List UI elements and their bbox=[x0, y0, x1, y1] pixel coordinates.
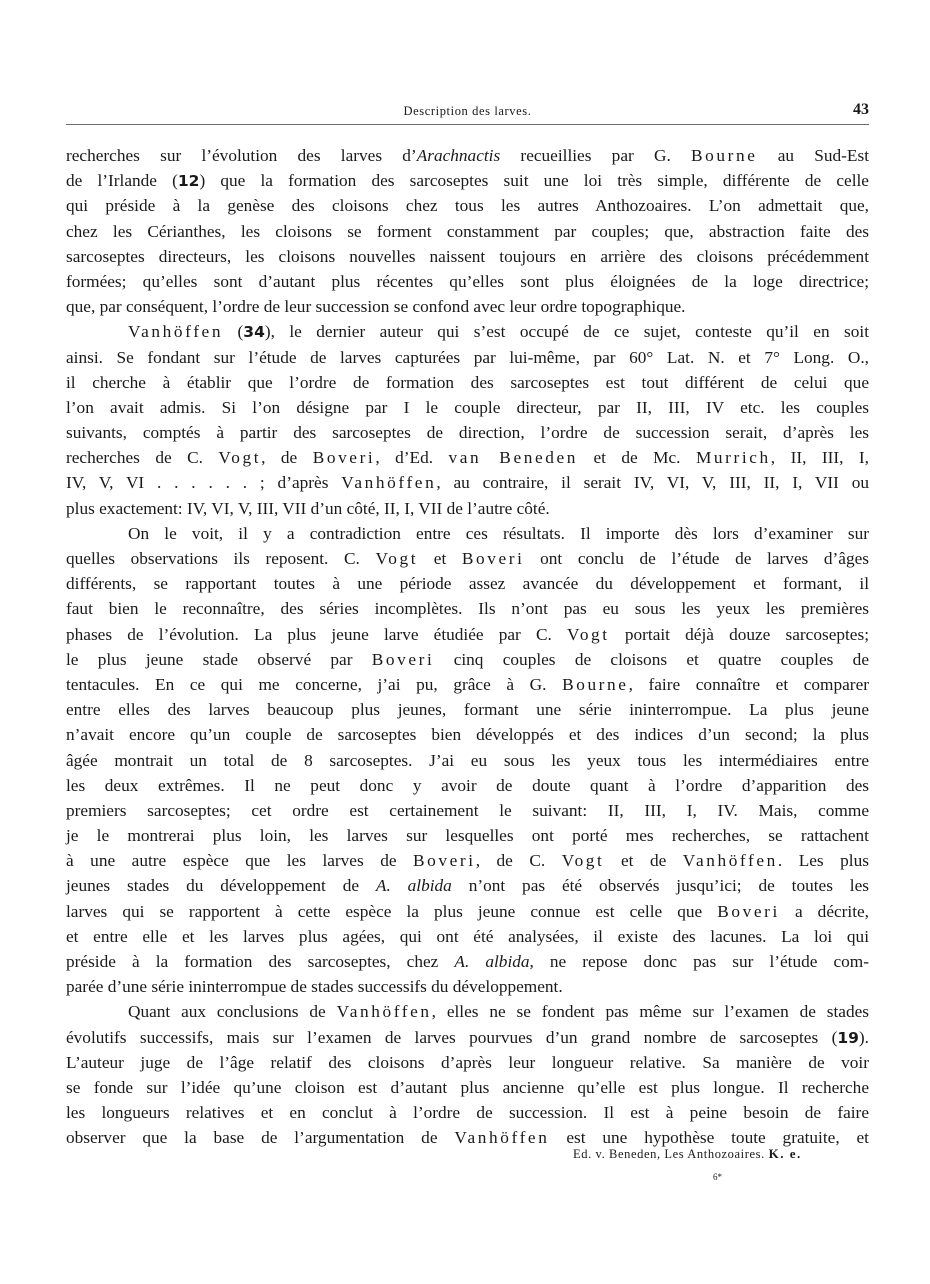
italic-term: Arachnactis bbox=[416, 146, 501, 165]
text-run: , de bbox=[261, 448, 313, 468]
text-line bbox=[66, 294, 869, 319]
text-run: larves qui se rapportent à cette espèce la plus jeune connue est celle que bbox=[66, 901, 718, 921]
author-name: Vogt bbox=[561, 851, 605, 871]
text-run: recherches sur l’évolution des larves d’ bbox=[66, 146, 417, 165]
text-line bbox=[66, 596, 869, 621]
text-line bbox=[66, 999, 869, 1024]
text-line bbox=[66, 496, 869, 521]
reference-number: 34 bbox=[243, 323, 265, 342]
text-line bbox=[66, 345, 869, 370]
text-run: , elles ne se fondent pas même sur l’examen de stades bbox=[431, 1002, 869, 1022]
text-line bbox=[66, 445, 869, 470]
text-line bbox=[66, 722, 869, 747]
text-run: a décrite, bbox=[779, 901, 870, 921]
text-run: , de C. bbox=[475, 851, 562, 871]
text-run: recherches de C. bbox=[66, 448, 219, 468]
text-run: , faire connaître et comparer bbox=[628, 674, 869, 694]
text-line bbox=[66, 899, 869, 924]
text-line bbox=[66, 873, 869, 898]
text-line bbox=[66, 622, 869, 647]
text-run: parée d’une série ininterrompue de stades successifs du développement. bbox=[66, 977, 563, 997]
text-run: âgée montrait un total de 8 sarcoseptes. J’ai eu sous les yeux tous les intermédiaires entre bbox=[66, 750, 869, 770]
text-line bbox=[66, 470, 869, 495]
text-run: se fonde sur l’idée qu’une cloison est d’autant plus ancienne qu’elle est plus longue. Il recherche bbox=[66, 1077, 869, 1097]
text-run: le plus jeune stade observé par bbox=[66, 649, 372, 669]
text-run: ainsi. Se fondant sur l’étude de larves capturées par lui-même, par 60° Lat. N. et 7° Long. O., bbox=[66, 347, 869, 367]
text-line bbox=[66, 395, 869, 420]
author-name: Vanhöffen bbox=[128, 322, 224, 342]
text-line bbox=[66, 949, 869, 974]
text-run: IV, V, VI . . . . . . ; d’après bbox=[66, 473, 342, 493]
text-run: cinq couples de cloisons et quatre couples de bbox=[434, 649, 869, 669]
text-line bbox=[66, 143, 869, 168]
text-line bbox=[66, 974, 869, 999]
footer-citation-text: Ed. v. Beneden, Les Anthozoaires. bbox=[573, 1147, 765, 1161]
text-run: L’auteur juge de l’âge relatif des cloisons d’après leur longueur relative. Sa manière de voir bbox=[66, 1052, 869, 1072]
text-run: les longueurs relatives et en conclut à l’ordre de succession. Il est à peine besoin de faire bbox=[66, 1103, 869, 1123]
text-run: plus exactement: IV, VI, V, III, VII d’un côté, II, I, VII de l’autre côté. bbox=[66, 498, 550, 518]
text-run: je le montrerai plus loin, les larves sur lesquelles ont porté mes recherches, se rattachent bbox=[66, 826, 869, 846]
text-line bbox=[66, 1075, 869, 1100]
author-name: Vanhöffen bbox=[682, 851, 778, 871]
author-name: Boveri bbox=[413, 851, 476, 871]
text-run: , II, III, I, bbox=[770, 448, 869, 468]
text-line bbox=[66, 420, 869, 445]
text-run: différents, se rapportant toutes à une période assez avancée du développement et formant, il bbox=[66, 574, 869, 594]
text-run: de l’Irlande ( bbox=[66, 171, 178, 191]
text-run: évolutifs successifs, mais sur l’examen de larves pourvues d’un grand nombre de sarcoseptes ( bbox=[66, 1027, 838, 1047]
footer-sheet-mark: K. e. bbox=[768, 1146, 802, 1161]
text-line bbox=[66, 823, 869, 848]
text-run: tentacules. En ce qui me concerne, j’ai pu, grâce à G. bbox=[66, 674, 563, 694]
reference-number: 12 bbox=[177, 172, 200, 191]
text-line bbox=[66, 571, 869, 596]
page-number: 43 bbox=[853, 101, 869, 118]
author-name: Vogt bbox=[218, 448, 262, 468]
author-name: Vogt bbox=[566, 624, 610, 644]
text-line bbox=[66, 1025, 869, 1050]
text-line bbox=[66, 546, 869, 571]
text-run: et de Mc. bbox=[577, 448, 696, 468]
text-line bbox=[66, 269, 869, 294]
text-run: préside à la formation des sarcoseptes, chez bbox=[66, 952, 455, 971]
text-run: , au contraire, il serait IV, VI, V, III, II, I, VII ou bbox=[436, 473, 869, 493]
text-line bbox=[66, 1100, 869, 1125]
text-run: chez les Cérianthes, les cloisons se forment constamment par couples; que, abstraction faite des bbox=[66, 221, 869, 241]
text-run: suivants, comptés à partir des sarcoseptes de direction, l’ordre de succession serait, d’après les bbox=[66, 423, 869, 443]
text-run: observer que la base de l’argumentation de bbox=[66, 1128, 455, 1148]
text-run: n’avait encore qu’un couple de sarcoseptes bien développés et des indices d’un second; la plus bbox=[66, 725, 869, 745]
text-run: premiers sarcoseptes; cet ordre est certainement le suivant: II, III, I, IV. Mais, comme bbox=[66, 800, 869, 820]
author-name: van Beneden bbox=[448, 448, 578, 468]
footer-citation bbox=[573, 1146, 802, 1162]
author-name: Boveri bbox=[371, 649, 435, 669]
text-run: faut bien le reconnaître, des séries incomplètes. Ils n’ont pas eu sous les yeux les premières bbox=[66, 599, 869, 619]
text-line bbox=[66, 798, 869, 823]
text-line bbox=[66, 672, 869, 697]
text-line bbox=[66, 1050, 869, 1075]
signature-mark: 6* bbox=[713, 1172, 722, 1182]
text-run: entre elles des larves beaucoup plus jeunes, formant une série ininterrompue. La plus jeune bbox=[66, 700, 869, 720]
reference-number: 19 bbox=[837, 1028, 859, 1047]
text-line bbox=[66, 193, 869, 218]
text-line bbox=[66, 370, 869, 395]
text-line bbox=[66, 848, 869, 873]
text-line bbox=[66, 521, 869, 546]
author-name: Bourne bbox=[691, 146, 758, 165]
body-text bbox=[66, 143, 869, 1151]
author-name: Vanhöffen bbox=[336, 1002, 432, 1022]
text-run: les deux extrêmes. Il ne peut donc y avoir de doute quant à l’ordre d’apparition des bbox=[66, 775, 869, 795]
text-run: l’on avait admis. Si l’on désigne par I le couple directeur, par II, III, IV etc. les couples bbox=[66, 397, 869, 417]
text-run: ) que la formation des sarcoseptes suit une loi très simple, différente de celle bbox=[199, 171, 869, 191]
text-run: et entre elle et les larves plus agées, qui ont été analysées, il existe des lacunes. La loi qui bbox=[66, 926, 869, 946]
text-line bbox=[66, 697, 869, 722]
text-line bbox=[66, 244, 869, 269]
author-name: Vanhöffen bbox=[341, 473, 437, 493]
author-name: Boveri bbox=[312, 448, 376, 468]
text-line bbox=[66, 219, 869, 244]
text-run: n’ont pas été observés jusqu’ici; de toutes les bbox=[451, 876, 869, 896]
text-run: est une hypothèse toute gratuite, et bbox=[549, 1128, 869, 1148]
text-run: Quant aux conclusions de bbox=[128, 1002, 337, 1022]
text-line bbox=[66, 319, 869, 344]
text-run: portait déjà douze sarcoseptes; bbox=[609, 624, 870, 644]
author-name: Murrich bbox=[695, 448, 771, 468]
author-name: Boveri bbox=[717, 901, 780, 921]
text-run: formées; qu’elles sont d’autant plus récentes qu’elles sont plus éloignées de la loge directrice; bbox=[66, 271, 869, 291]
text-run: et de bbox=[604, 851, 683, 871]
author-name: Vanhöffen bbox=[454, 1128, 550, 1148]
text-run: ). bbox=[858, 1027, 869, 1047]
running-header bbox=[66, 102, 869, 125]
italic-term: A. albida bbox=[375, 876, 452, 896]
text-line bbox=[66, 924, 869, 949]
text-run: à une autre espèce que les larves de bbox=[66, 851, 414, 871]
author-name: Boveri bbox=[461, 549, 525, 568]
text-run: qui préside à la genèse des cloisons chez tous les autres Anthozoaires. L’on admettait que, bbox=[66, 196, 869, 216]
text-run: ( bbox=[223, 322, 244, 342]
text-run: et bbox=[418, 549, 462, 568]
text-line bbox=[66, 773, 869, 798]
text-run: ), le dernier auteur qui s’est occupé de ce sujet, conteste qu’il en soit bbox=[264, 322, 870, 342]
text-run: que, par conséquent, l’ordre de leur succession se confond avec leur ordre topographique. bbox=[66, 297, 686, 317]
text-run: On le voit, il y a contradiction entre ces résultats. Il importe dès lors d’examiner sur bbox=[128, 523, 869, 543]
text-run: ne repose donc pas sur l’étude com- bbox=[533, 952, 869, 971]
text-run: phases de l’évolution. La plus jeune larve étudiée par C. bbox=[66, 624, 567, 644]
text-run: il cherche à établir que l’ordre de formation des sarcoseptes est tout différent de celui que bbox=[66, 372, 869, 392]
text-line bbox=[66, 748, 869, 773]
text-run: au Sud-Est bbox=[757, 146, 870, 165]
text-run: ont conclu de l’étude de larves d’âges bbox=[524, 549, 869, 568]
text-run: quelles observations ils reposent. C. bbox=[66, 549, 376, 568]
text-line bbox=[66, 168, 869, 193]
text-run: sarcoseptes directeurs, les cloisons nouvelles naissent toujours en arrière des cloisons précédemment bbox=[66, 246, 869, 266]
text-line bbox=[66, 647, 869, 672]
author-name: Vogt bbox=[375, 549, 419, 568]
running-title: Description des larves. bbox=[403, 104, 532, 118]
author-name: Bourne bbox=[562, 674, 629, 694]
text-run: , d’Ed. bbox=[375, 448, 449, 468]
text-run: jeunes stades du développement de bbox=[66, 876, 376, 896]
italic-term: A. albida, bbox=[454, 952, 534, 971]
text-run: . Les plus bbox=[777, 851, 869, 871]
text-run: recueillies par G. bbox=[500, 146, 692, 165]
